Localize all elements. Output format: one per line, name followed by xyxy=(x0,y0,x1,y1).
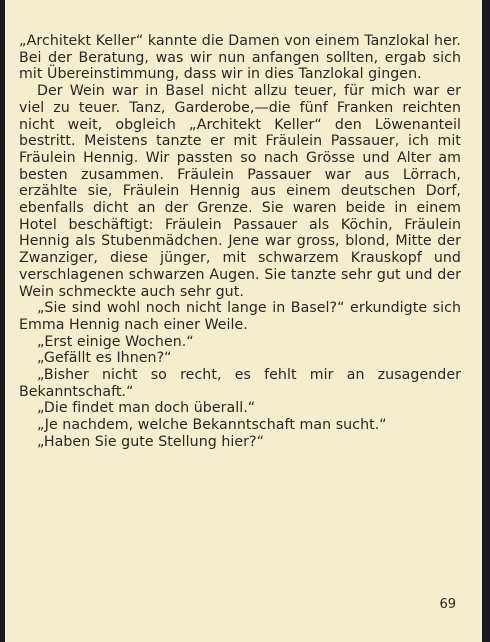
paragraph-1: „Architekt Keller“ kannte die Damen von einem Tanzlokal her. Bei der Beratung, was wir nun anfangen sollten, ergab sich mit Übereinstimmung, dass wir in dies Tanzlokal gingen. xyxy=(19,33,461,83)
body-text xyxy=(19,33,461,451)
paragraph-8: „Je nachdem, welche Bekanntschaft man sucht.“ xyxy=(37,417,387,434)
paragraph-9: „Haben Sie gute Stellung hier?“ xyxy=(37,433,265,450)
book-page xyxy=(5,0,482,642)
paragraph-5: „Gefällt es Ihnen?“ xyxy=(37,350,172,367)
paragraph-7: „Die findet man doch überall.“ xyxy=(37,400,256,417)
paragraph-6: „Bisher nicht so recht, es fehlt mir an zusagender Bekanntschaft.“ xyxy=(19,367,461,400)
page-number: 69 xyxy=(439,597,456,612)
paragraph-2: Der Wein war in Basel nicht allzu teuer, für mich war er viel zu teuer. Tanz, Garderobe,—die fünf Franken reichten nicht weit, obgleich „Architekt Keller“ den Löwenanteil bestritt. Meistens tanzte er mit Fräulein Passauer, ich mit Fräulein Hennig. Wir passten so nach Grösse und Alter am besten zusammen. Fräulein Passauer war aus Lörrach, erzählte sie, Fräulein Hennig aus einem deutschen Dorf, ebenfalls dicht an der Grenze. Sie waren beide in einem Hotel beschäftigt: Fräulein Passauer als Köchin, Fräulein Hennig als Stubenmädchen. Jene war gross, blond, Mitte der Zwanziger, diese jünger, mit schwarzem Krauskopf und verschlagenen schwarzen Augen. Sie tanzte sehr gut und der Wein schmeckte auch sehr gut. xyxy=(19,83,461,300)
paragraph-3: „Sie sind wohl noch nicht lange in Basel?“ erkundigte sich Emma Hennig nach einer Weile. xyxy=(19,300,461,333)
paragraph-4: „Erst einige Wochen.“ xyxy=(37,333,194,350)
